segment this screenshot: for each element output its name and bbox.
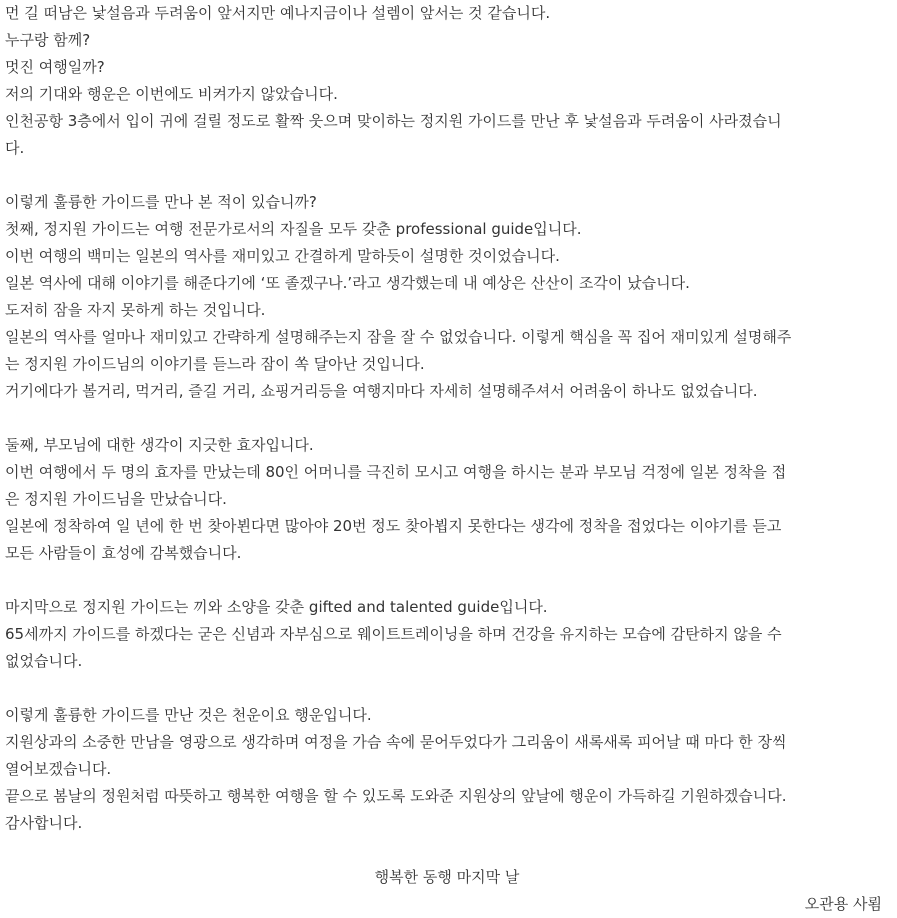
closing-title: 행복한 동행 마지막 날 bbox=[374, 868, 520, 886]
text-line: 저의 기대와 행운은 이번에도 비켜가지 않았습니다. bbox=[5, 85, 338, 103]
text-line: 도저히 잠을 자지 못하게 하는 것입니다. bbox=[5, 301, 266, 319]
text-line: 모든 사람들이 효성에 감복했습니다. bbox=[5, 544, 242, 562]
paragraph-spacer bbox=[5, 567, 889, 594]
text-line: 마지막으로 정지원 가이드는 끼와 소양을 갖춘 gifted and talented guide입니다. bbox=[5, 598, 548, 616]
text-line: 거기에다가 볼거리, 먹거리, 즐길 거리, 쇼핑거리등을 여행지마다 자세히 설명해주셔서 어려움이 하나도 없었습니다. bbox=[5, 382, 758, 400]
text-line: 는 정지원 가이드님의 이야기를 듣느라 잠이 쏙 달아난 것입니다. bbox=[5, 355, 425, 373]
text-line: 이번 여행에서 두 명의 효자를 만났는데 80인 어머니를 극진히 모시고 여행을 하시는 분과 부모님 걱정에 일본 정착을 접 bbox=[5, 463, 787, 481]
paragraph-spacer bbox=[5, 405, 889, 432]
paragraph-spacer bbox=[5, 162, 889, 189]
paragraph bbox=[5, 0, 889, 162]
paragraph bbox=[5, 702, 889, 837]
text-line: 일본에 정착하여 일 년에 한 번 찾아뵌다면 많아야 20번 정도 찾아뵙지 못한다는 생각에 정착을 접었다는 이야기를 듣고 bbox=[5, 517, 782, 535]
text-line: 65세까지 가이드를 하겠다는 굳은 신념과 자부심으로 웨이트트레이닝을 하며 건강을 유지하는 모습에 감탄하지 않을 수 bbox=[5, 625, 782, 643]
text-line: 끝으로 봄날의 정원처럼 따뜻하고 행복한 여행을 할 수 있도록 도와준 지원상의 앞날에 행운이 가득하길 기원하겠습니다. bbox=[5, 787, 787, 805]
paragraph-spacer bbox=[5, 837, 889, 864]
text-line: 없었습니다. bbox=[5, 652, 83, 670]
text-line: 지원상과의 소중한 만남을 영광으로 생각하며 여정을 가슴 속에 묻어두었다가 그리움이 새록새록 피어날 때 마다 한 장씩 bbox=[5, 733, 787, 751]
text-line: 이렇게 훌륭한 가이드를 만나 본 적이 있습니까? bbox=[5, 193, 317, 211]
paragraph bbox=[5, 432, 889, 567]
paragraph bbox=[5, 594, 889, 675]
text-line: 둘째, 부모님에 대한 생각이 지긋한 효자입니다. bbox=[5, 436, 314, 454]
text-line: 은 정지원 가이드님을 만났습니다. bbox=[5, 490, 227, 508]
paragraph bbox=[5, 189, 889, 405]
author-signature: 오관용 사룀 bbox=[804, 895, 882, 913]
text-line: 멋진 여행일까? bbox=[5, 58, 105, 76]
text-line: 감사합니다. bbox=[5, 814, 83, 832]
text-line: 일본의 역사를 얼마나 재미있고 간략하게 설명해주는지 잠을 잘 수 없었습니다. 이렇게 핵심을 꼭 집어 재미있게 설명해주 bbox=[5, 328, 792, 346]
text-line: 이렇게 훌륭한 가이드를 만난 것은 천운이요 행운입니다. bbox=[5, 706, 372, 724]
text-line: 인천공항 3층에서 입이 귀에 걸릴 정도로 활짝 웃으며 맞이하는 정지원 가이드를 만난 후 낯설음과 두려움이 사라졌습니 bbox=[5, 112, 782, 130]
text-line: 첫째, 정지원 가이드는 여행 전문가로서의 자질을 모두 갖춘 professional guide입니다. bbox=[5, 220, 582, 238]
text-line: 열어보겠습니다. bbox=[5, 760, 112, 778]
text-line: 다. bbox=[5, 139, 25, 157]
text-line: 일본 역사에 대해 이야기를 해준다기에 ‘또 졸겠구나.’라고 생각했는데 내 예상은 산산이 조각이 났습니다. bbox=[5, 274, 690, 292]
letter-document bbox=[5, 0, 889, 918]
text-line: 누구랑 함께? bbox=[5, 31, 91, 49]
paragraph-spacer bbox=[5, 675, 889, 702]
text-line: 먼 길 떠남은 낯설음과 두려움이 앞서지만 예나지금이나 설렘이 앞서는 것 같습니다. bbox=[5, 4, 551, 22]
text-line: 이번 여행의 백미는 일본의 역사를 재미있고 간결하게 말하듯이 설명한 것이었습니다. bbox=[5, 247, 560, 265]
